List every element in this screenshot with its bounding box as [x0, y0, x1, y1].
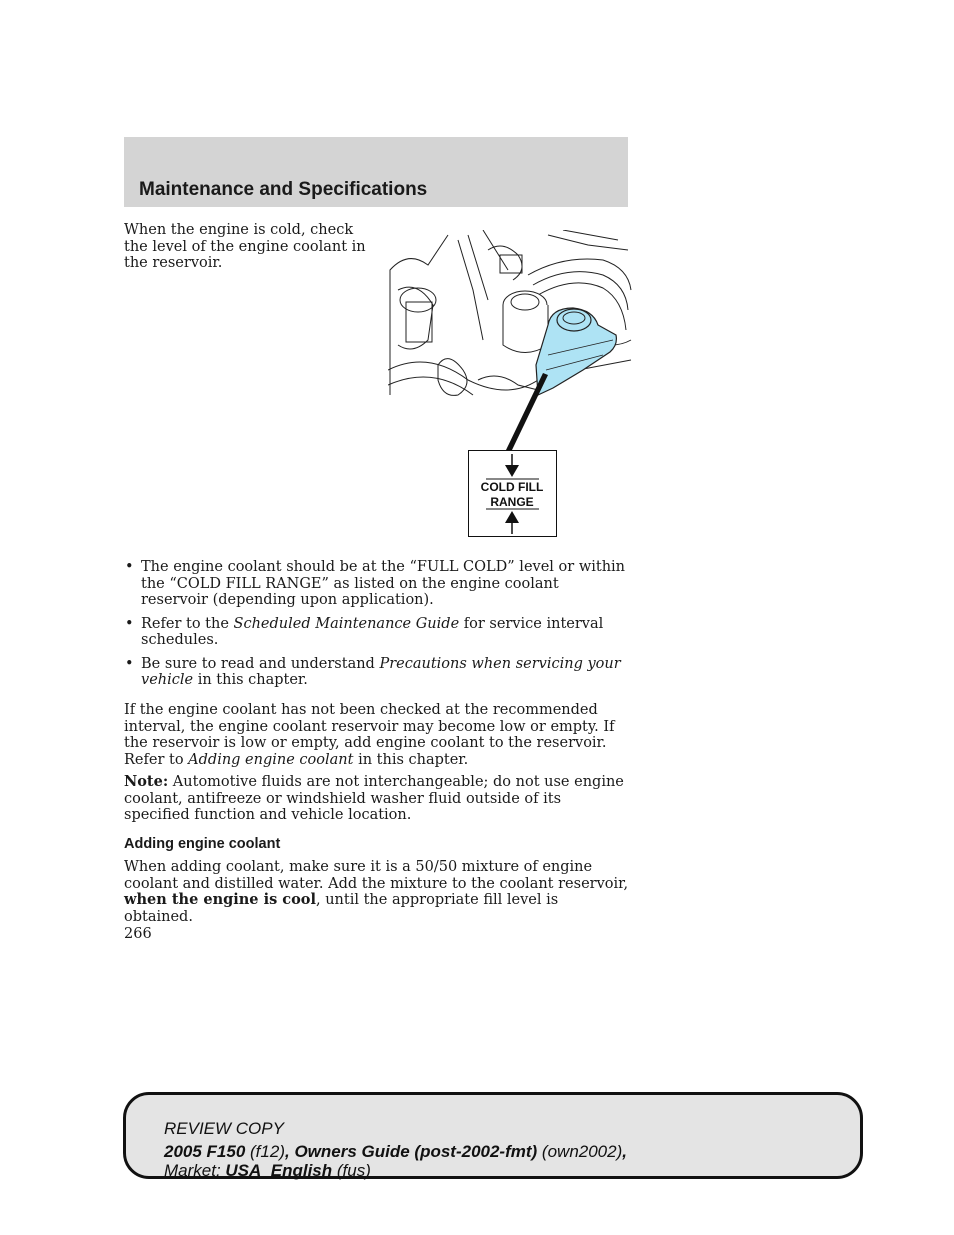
section-header-band — [124, 137, 628, 207]
bullet-dot: • — [125, 655, 134, 672]
list-item: • Refer to the Scheduled Maintenance Guide for service interval schedules. — [125, 615, 604, 648]
footer-document-line: 2005 F150 (f12), Owners Guide (post-2002-fmt) (own2002), — [164, 1142, 627, 1161]
subheading: Adding engine coolant — [124, 836, 281, 852]
footer-market-line: Market: USA_English (fus) — [164, 1161, 371, 1180]
range-label: RANGE — [490, 495, 534, 509]
adding-coolant-paragraph: When adding coolant, make sure it is a 50/50 mixture of engine coolant and distilled water. Add the mixture to the coolant reservoir, when the engine is cool, until the appropriate fill level is obtained. — [124, 859, 629, 925]
list-item: • The engine coolant should be at the “FULL COLD” level or within the “COLD FILL RANGE” as listed on the engine coolant reservoir (depending upon application). — [125, 559, 626, 608]
precautions-reference: Precautions when servicing your vehicle — [141, 655, 621, 688]
intro-paragraph: When the engine is cold, check the level of the engine coolant in the reservoir. — [124, 222, 366, 271]
note-label: Note: — [124, 773, 169, 790]
emphasis-text: when the engine is cool — [124, 891, 316, 908]
coolant-reservoir-illustration — [388, 230, 633, 540]
review-copy-footer — [123, 1092, 863, 1179]
list-item: • Be sure to read and understand Precautions when servicing your vehicle in this chapter. — [125, 655, 621, 688]
note-paragraph: Note: Automotive fluids are not interchangeable; do not use engine coolant, antifreeze or windshield washer fluid outside of its specified function and vehicle location. — [124, 773, 624, 823]
review-copy-label: REVIEW COPY — [164, 1119, 284, 1138]
bullet-dot: • — [125, 559, 134, 575]
page-number: 266 — [124, 926, 152, 942]
adding-coolant-reference: Adding engine coolant — [188, 751, 354, 768]
cold-fill-label: COLD FILL — [480, 480, 544, 494]
bullet-dot: • — [125, 615, 134, 632]
section-title: Maintenance and Specifications — [139, 179, 428, 200]
guide-reference: Scheduled Maintenance Guide — [233, 615, 460, 632]
bullet-list — [124, 559, 630, 696]
coolant-check-paragraph: If the engine coolant has not been checked at the recommended interval, the engine coolant reservoir may become low or empty. If the reservoir is low or empty, add engine coolant to the reservoir. Refer to Adding engine coolant in this chapter. — [124, 702, 615, 768]
